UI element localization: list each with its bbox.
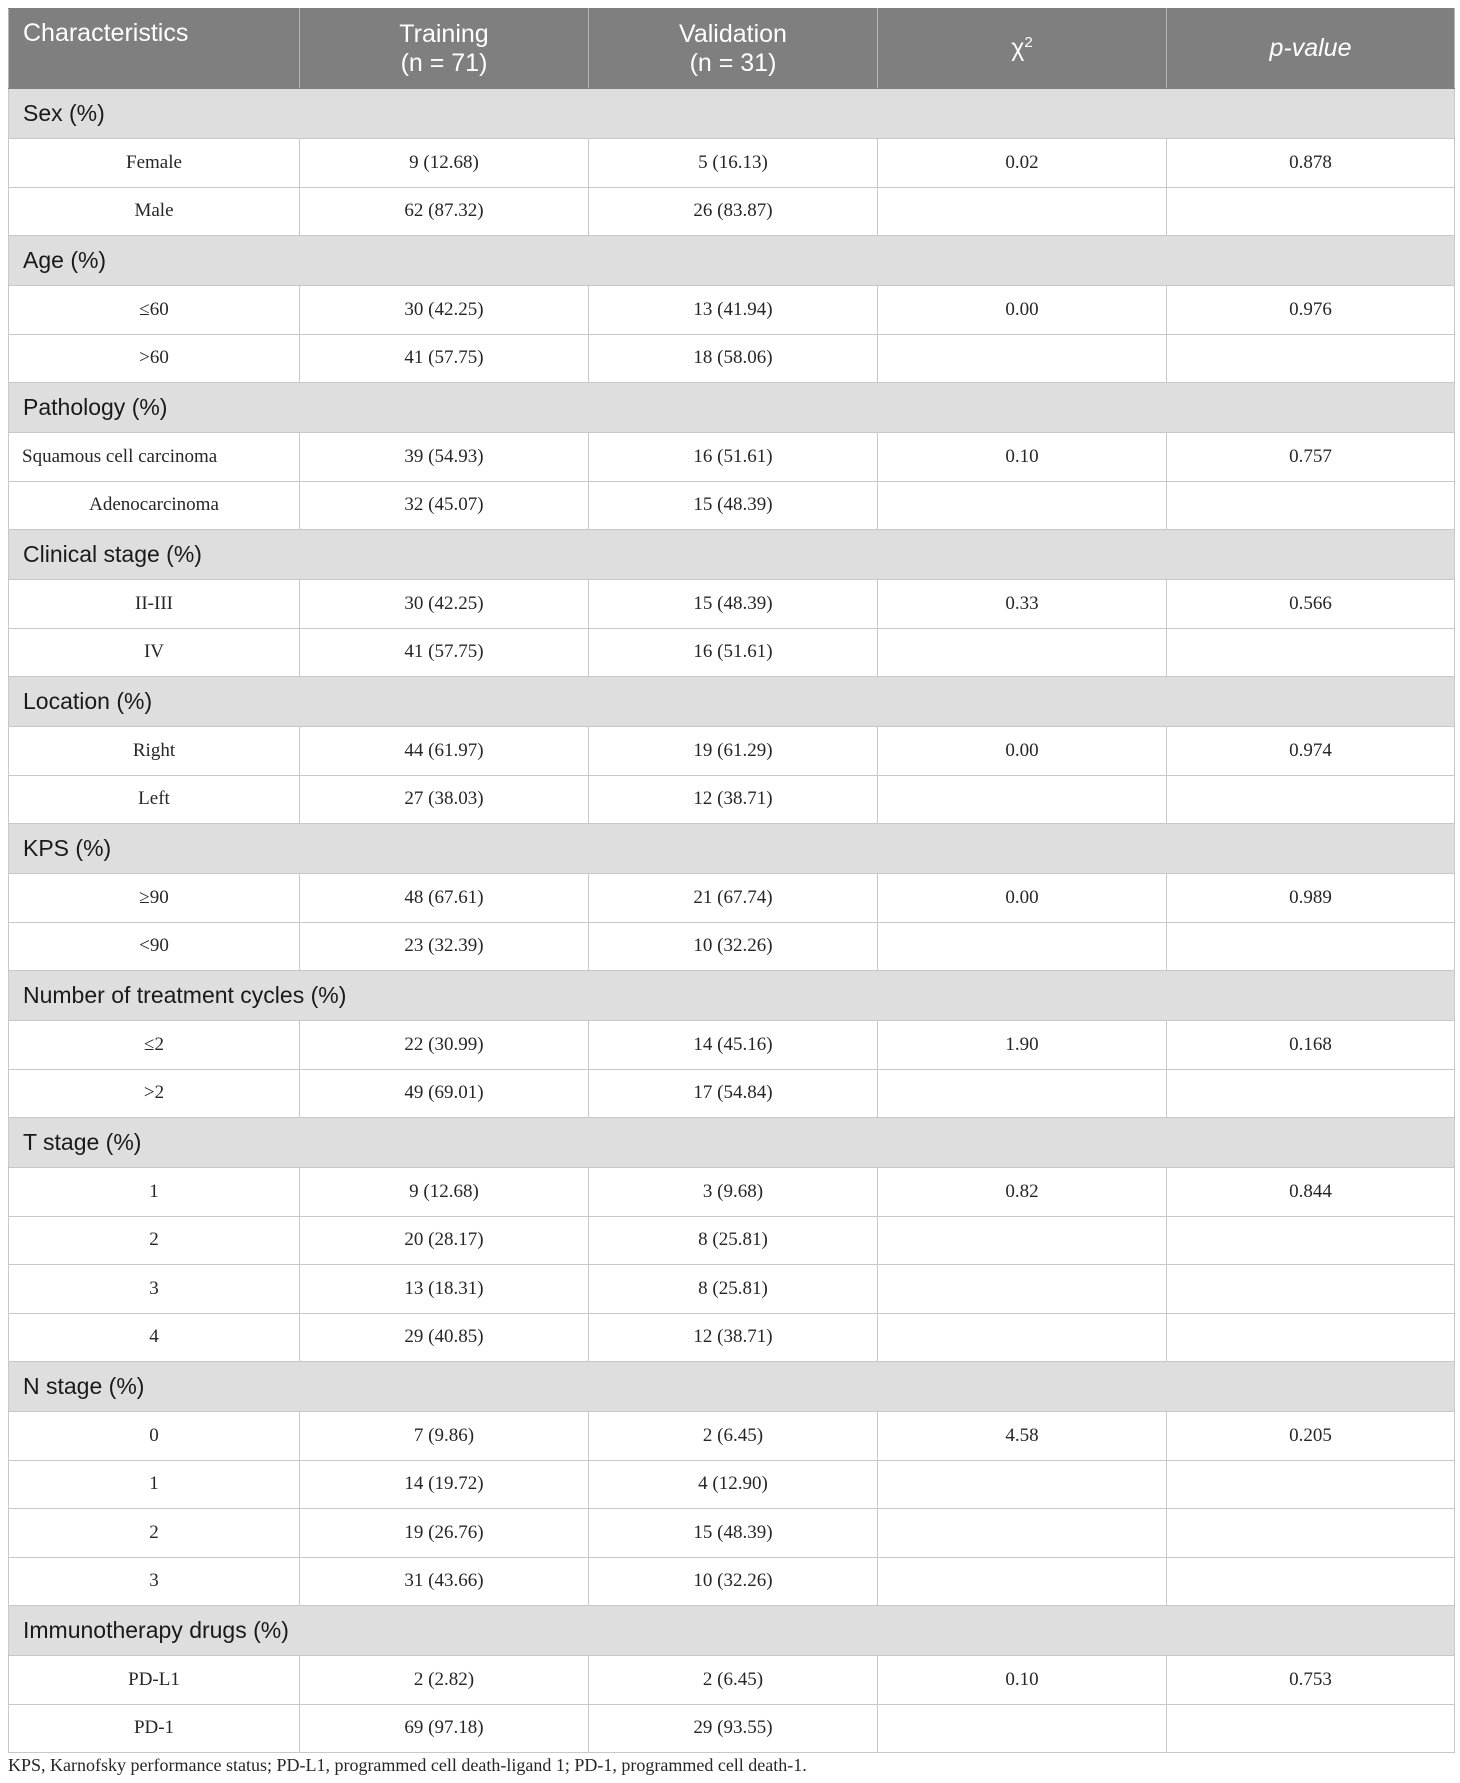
group-label: Immunotherapy drugs (%) (9, 1606, 1455, 1656)
cell-characteristic: Male (9, 187, 300, 236)
header-row (9, 9, 1455, 89)
header-p-value: p-value (1167, 9, 1455, 89)
group-label: Location (%) (9, 677, 1455, 727)
cell-training: 49 (69.01) (300, 1069, 589, 1118)
cell-training: 9 (12.68) (300, 1168, 589, 1217)
header-training-line2: (n = 71) (400, 48, 488, 77)
header-chi-superscript: 2 (1024, 34, 1033, 51)
cell-characteristic: Adenocarcinoma (9, 481, 300, 530)
group-row (9, 1362, 1455, 1412)
table-row (9, 481, 1455, 530)
cell-training: 13 (18.31) (300, 1265, 589, 1314)
group-row (9, 1606, 1455, 1656)
table-row (9, 727, 1455, 776)
cell-chi-square (878, 628, 1167, 677)
cell-training: 39 (54.93) (300, 433, 589, 482)
table-row (9, 1069, 1455, 1118)
cell-training: 62 (87.32) (300, 187, 589, 236)
cell-characteristic: 2 (9, 1216, 300, 1265)
cell-p-value (1167, 481, 1455, 530)
cell-validation: 10 (32.26) (589, 922, 878, 971)
cell-characteristic: 1 (9, 1460, 300, 1509)
group-row (9, 383, 1455, 433)
header-training (300, 9, 589, 89)
header-characteristics: Characteristics (9, 9, 300, 89)
cell-chi-square (878, 1557, 1167, 1606)
cell-p-value (1167, 1509, 1455, 1558)
cell-chi-square (878, 1313, 1167, 1362)
cell-characteristic: ≥90 (9, 874, 300, 923)
table-row (9, 334, 1455, 383)
table-row (9, 1313, 1455, 1362)
cell-characteristic: Left (9, 775, 300, 824)
cell-chi-square: 0.00 (878, 727, 1167, 776)
group-label: Age (%) (9, 236, 1455, 286)
cell-characteristic: 3 (9, 1557, 300, 1606)
cell-training: 41 (57.75) (300, 334, 589, 383)
cell-validation: 14 (45.16) (589, 1021, 878, 1070)
cell-chi-square: 0.10 (878, 1656, 1167, 1705)
cell-p-value (1167, 187, 1455, 236)
cell-chi-square: 1.90 (878, 1021, 1167, 1070)
cell-characteristic: Squamous cell carcinoma (9, 433, 300, 482)
characteristics-table (8, 8, 1455, 1753)
cell-characteristic: >60 (9, 334, 300, 383)
cell-validation: 26 (83.87) (589, 187, 878, 236)
cell-p-value (1167, 775, 1455, 824)
table-header (9, 9, 1455, 89)
cell-validation: 18 (58.06) (589, 334, 878, 383)
table-row (9, 922, 1455, 971)
table-row (9, 1168, 1455, 1217)
cell-p-value: 0.566 (1167, 580, 1455, 629)
cell-characteristic: Female (9, 139, 300, 188)
cell-characteristic: PD-1 (9, 1704, 300, 1753)
table-row (9, 433, 1455, 482)
cell-training: 44 (61.97) (300, 727, 589, 776)
cell-validation: 8 (25.81) (589, 1265, 878, 1314)
cell-p-value (1167, 1704, 1455, 1753)
cell-p-value (1167, 1460, 1455, 1509)
cell-validation: 3 (9.68) (589, 1168, 878, 1217)
cell-validation: 2 (6.45) (589, 1412, 878, 1461)
group-label: Number of treatment cycles (%) (9, 971, 1455, 1021)
cell-chi-square (878, 922, 1167, 971)
group-row (9, 530, 1455, 580)
cell-chi-square (878, 187, 1167, 236)
cell-validation: 13 (41.94) (589, 286, 878, 335)
header-validation-line1: Validation (679, 19, 787, 48)
cell-training: 41 (57.75) (300, 628, 589, 677)
cell-training: 69 (97.18) (300, 1704, 589, 1753)
cell-characteristic: >2 (9, 1069, 300, 1118)
cell-chi-square (878, 1704, 1167, 1753)
cell-characteristic: 3 (9, 1265, 300, 1314)
cell-p-value (1167, 1216, 1455, 1265)
cell-characteristic: <90 (9, 922, 300, 971)
cell-validation: 15 (48.39) (589, 1509, 878, 1558)
table-footnote: KPS, Karnofsky performance status; PD-L1, programmed cell death-ligand 1; PD-1, programmed cell death-1. (8, 1755, 807, 1775)
group-row (9, 824, 1455, 874)
cell-p-value: 0.976 (1167, 286, 1455, 335)
cell-chi-square: 0.82 (878, 1168, 1167, 1217)
cell-characteristic: Right (9, 727, 300, 776)
cell-training: 2 (2.82) (300, 1656, 589, 1705)
cell-validation: 8 (25.81) (589, 1216, 878, 1265)
cell-validation: 17 (54.84) (589, 1069, 878, 1118)
cell-chi-square (878, 481, 1167, 530)
cell-p-value: 0.974 (1167, 727, 1455, 776)
cell-chi-square: 0.33 (878, 580, 1167, 629)
cell-chi-square (878, 1509, 1167, 1558)
cell-validation: 21 (67.74) (589, 874, 878, 923)
cell-p-value (1167, 922, 1455, 971)
cell-validation: 2 (6.45) (589, 1656, 878, 1705)
cell-training: 48 (67.61) (300, 874, 589, 923)
cell-validation: 15 (48.39) (589, 580, 878, 629)
group-row (9, 677, 1455, 727)
cell-p-value: 0.168 (1167, 1021, 1455, 1070)
table-row (9, 139, 1455, 188)
cell-validation: 16 (51.61) (589, 628, 878, 677)
cell-validation: 10 (32.26) (589, 1557, 878, 1606)
table-row (9, 580, 1455, 629)
table-row (9, 1021, 1455, 1070)
cell-p-value (1167, 1265, 1455, 1314)
cell-training: 14 (19.72) (300, 1460, 589, 1509)
table-row (9, 1460, 1455, 1509)
cell-validation: 5 (16.13) (589, 139, 878, 188)
header-chi-square (878, 9, 1167, 89)
header-validation-line2: (n = 31) (689, 48, 777, 77)
cell-chi-square: 0.00 (878, 874, 1167, 923)
cell-p-value: 0.205 (1167, 1412, 1455, 1461)
cell-validation: 16 (51.61) (589, 433, 878, 482)
group-label: Sex (%) (9, 89, 1455, 139)
cell-chi-square (878, 1069, 1167, 1118)
cell-characteristic: ≤60 (9, 286, 300, 335)
table-row (9, 1412, 1455, 1461)
cell-validation: 4 (12.90) (589, 1460, 878, 1509)
cell-characteristic: II-III (9, 580, 300, 629)
header-validation (589, 9, 878, 89)
cell-training: 9 (12.68) (300, 139, 589, 188)
cell-training: 22 (30.99) (300, 1021, 589, 1070)
table-row (9, 1509, 1455, 1558)
cell-characteristic: 2 (9, 1509, 300, 1558)
cell-characteristic: PD-L1 (9, 1656, 300, 1705)
cell-training: 30 (42.25) (300, 580, 589, 629)
table-row (9, 874, 1455, 923)
cell-characteristic: 1 (9, 1168, 300, 1217)
header-chi-symbol: χ (1011, 34, 1025, 62)
cell-training: 23 (32.39) (300, 922, 589, 971)
cell-chi-square (878, 1460, 1167, 1509)
table-row (9, 1557, 1455, 1606)
group-row (9, 236, 1455, 286)
table-row (9, 775, 1455, 824)
group-label: Pathology (%) (9, 383, 1455, 433)
cell-characteristic: 0 (9, 1412, 300, 1461)
cell-training: 7 (9.86) (300, 1412, 589, 1461)
table-row (9, 1656, 1455, 1705)
cell-p-value: 0.989 (1167, 874, 1455, 923)
cell-chi-square: 0.00 (878, 286, 1167, 335)
cell-training: 31 (43.66) (300, 1557, 589, 1606)
cell-training: 29 (40.85) (300, 1313, 589, 1362)
cell-chi-square (878, 1265, 1167, 1314)
cell-p-value (1167, 1069, 1455, 1118)
table-row (9, 187, 1455, 236)
table-body (9, 89, 1455, 1753)
cell-chi-square (878, 775, 1167, 824)
cell-chi-square: 4.58 (878, 1412, 1167, 1461)
cell-chi-square: 0.02 (878, 139, 1167, 188)
cell-chi-square: 0.10 (878, 433, 1167, 482)
cell-characteristic: 4 (9, 1313, 300, 1362)
table-row (9, 1704, 1455, 1753)
group-label: KPS (%) (9, 824, 1455, 874)
cell-p-value (1167, 1557, 1455, 1606)
cell-validation: 29 (93.55) (589, 1704, 878, 1753)
table-row (9, 1216, 1455, 1265)
cell-p-value: 0.844 (1167, 1168, 1455, 1217)
cell-p-value: 0.753 (1167, 1656, 1455, 1705)
cell-characteristic: IV (9, 628, 300, 677)
cell-validation: 19 (61.29) (589, 727, 878, 776)
group-row (9, 89, 1455, 139)
cell-training: 19 (26.76) (300, 1509, 589, 1558)
cell-training: 32 (45.07) (300, 481, 589, 530)
table-row (9, 286, 1455, 335)
header-training-line1: Training (399, 19, 489, 48)
cell-training: 30 (42.25) (300, 286, 589, 335)
cell-p-value (1167, 628, 1455, 677)
cell-p-value: 0.878 (1167, 139, 1455, 188)
table-row (9, 1265, 1455, 1314)
group-row (9, 971, 1455, 1021)
cell-validation: 12 (38.71) (589, 1313, 878, 1362)
table-row (9, 628, 1455, 677)
cell-p-value (1167, 1313, 1455, 1362)
cell-training: 20 (28.17) (300, 1216, 589, 1265)
group-label: N stage (%) (9, 1362, 1455, 1412)
group-label: Clinical stage (%) (9, 530, 1455, 580)
cell-chi-square (878, 334, 1167, 383)
cell-p-value (1167, 334, 1455, 383)
cell-validation: 12 (38.71) (589, 775, 878, 824)
cell-validation: 15 (48.39) (589, 481, 878, 530)
group-label: T stage (%) (9, 1118, 1455, 1168)
cell-p-value: 0.757 (1167, 433, 1455, 482)
cell-characteristic: ≤2 (9, 1021, 300, 1070)
cell-training: 27 (38.03) (300, 775, 589, 824)
group-row (9, 1118, 1455, 1168)
cell-chi-square (878, 1216, 1167, 1265)
